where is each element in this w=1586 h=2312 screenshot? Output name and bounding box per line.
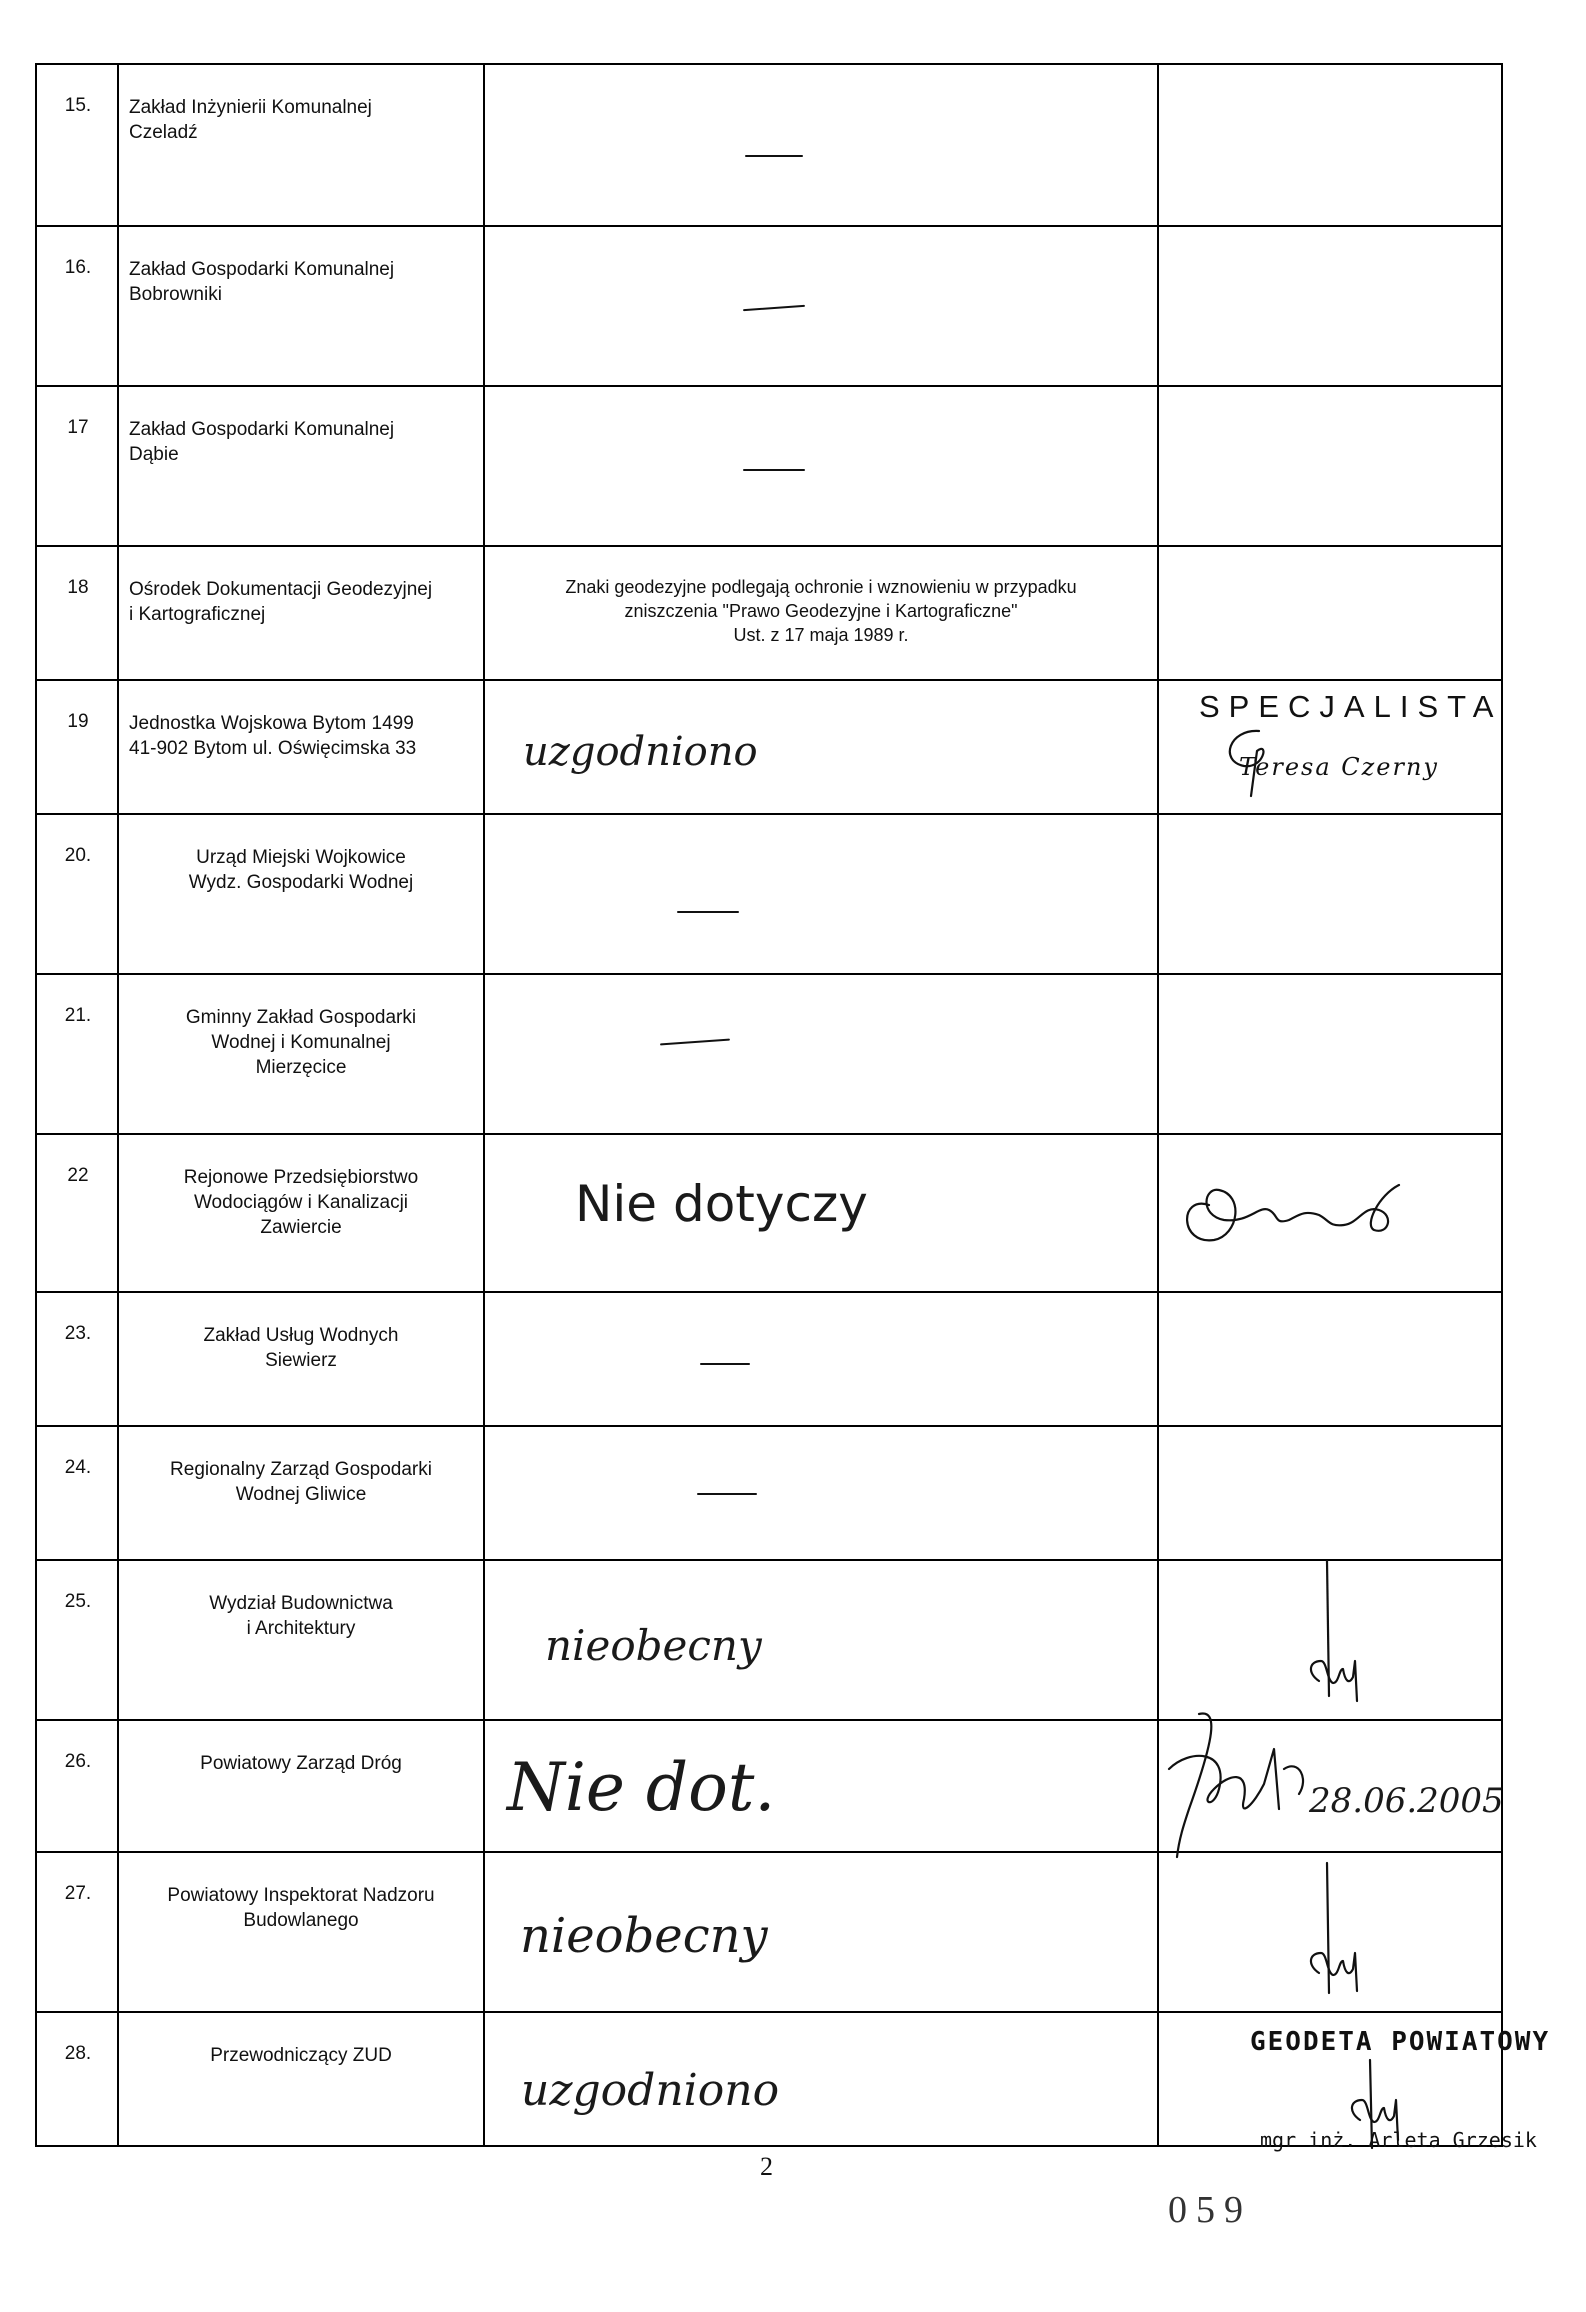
- signature-icon: [1199, 721, 1319, 801]
- row-number: 20.: [64, 845, 92, 866]
- table-row: [37, 1291, 1501, 1425]
- table-row: [37, 1559, 1501, 1719]
- row-number: 22: [67, 1165, 89, 1186]
- row-number: 24.: [64, 1457, 92, 1478]
- document-number: 059: [1168, 2189, 1252, 2231]
- row-number: 15.: [64, 95, 92, 116]
- table-row: [37, 1851, 1501, 2011]
- remark-dash: [745, 155, 803, 157]
- signature-icon: [1169, 1165, 1419, 1255]
- institution-name: Jednostka Wojskowa Bytom 1499 41-902 Bytom ul. Oświęcimska 33: [129, 713, 417, 759]
- table-row: [37, 679, 1501, 813]
- table-row: [37, 545, 1501, 679]
- row-number: 17: [67, 417, 89, 438]
- remark-dash: [743, 305, 805, 311]
- institution-name: Urząd Miejski Wojkowice Wydz. Gospodarki Wodnej: [188, 847, 414, 893]
- institution-name: Zakład Usług Wodnych Siewierz: [203, 1325, 399, 1371]
- table-row: [37, 65, 1501, 225]
- table-row: [37, 1425, 1501, 1559]
- institution-name: Gminny Zakład Gospodarki Wodnej i Komunalnej Mierzęcice: [185, 1007, 417, 1078]
- remark-dash: [677, 911, 739, 913]
- handwritten-remark: uzgodniono: [521, 2065, 780, 2116]
- geodeta-stamp-name: mgr inż. Arleta Grzesik: [1260, 2128, 1537, 2152]
- coordination-table: [35, 63, 1503, 2147]
- signature-date: 28.06.2005: [1309, 1781, 1504, 1821]
- remark-dash: [743, 469, 805, 471]
- table-row: [37, 1719, 1504, 1851]
- row-number: 25.: [64, 1591, 92, 1612]
- institution-name: Zakład Inżynierii Komunalnej Czeladź: [129, 97, 372, 143]
- row-number: 21.: [64, 1005, 92, 1026]
- remark-note: Znaki geodezyjne podlegają ochronie i wznowieniu w przypadku zniszczenia "Prawo Geodezyjne i Kartograficzne" Ust. z 17 maja 1989 r.: [565, 577, 1077, 645]
- institution-name: Zakład Gospodarki Komunalnej Bobrowniki: [129, 259, 395, 305]
- signature-icon: [1299, 1561, 1379, 1716]
- row-number: 27.: [64, 1883, 92, 1904]
- table-row: [37, 813, 1501, 973]
- handwritten-remark: nieobecny: [545, 1621, 762, 1670]
- table-row: [37, 225, 1501, 385]
- institution-name: Wydział Budownictwa i Architektury: [209, 1593, 393, 1639]
- table-row: [37, 973, 1501, 1133]
- specialist-stamp-title: SPECJALISTA: [1199, 689, 1503, 724]
- page-number: 2: [760, 2152, 773, 2181]
- row-number: 18: [67, 577, 89, 598]
- specialist-stamp-name: Teresa Czerny: [1239, 753, 1439, 781]
- table-row: [37, 1133, 1501, 1291]
- table-row: [37, 385, 1501, 545]
- row-number: 16.: [64, 257, 92, 278]
- signature-icon: [1299, 1863, 1379, 2003]
- remark-dash: [660, 1039, 730, 1046]
- row-number: 19: [67, 711, 89, 732]
- row-number: 28.: [64, 2043, 92, 2064]
- institution-name: Powiatowy Inspektorat Nadzoru Budowlanego: [167, 1885, 435, 1931]
- handwritten-remark: Nie dotyczy: [575, 1175, 868, 1233]
- handwritten-remark: nieobecny: [520, 1908, 768, 1964]
- institution-name: Rejonowe Przedsiębiorstwo Wodociągów i Kanalizacji Zawiercie: [183, 1167, 419, 1238]
- handwritten-remark: Nie dot.: [507, 1749, 776, 1826]
- row-number: 26.: [64, 1751, 92, 1772]
- remark-dash: [697, 1493, 757, 1495]
- handwritten-remark: uzgodniono: [523, 729, 758, 775]
- remark-dash: [700, 1363, 750, 1365]
- geodeta-stamp-title: GEODETA POWIATOWY: [1250, 2027, 1551, 2057]
- institution-name: Powiatowy Zarząd Dróg: [200, 1753, 402, 1774]
- institution-name: Ośrodek Dokumentacji Geodezyjnej i Kartograficznej: [129, 579, 433, 625]
- institution-name: Przewodniczący ZUD: [210, 2045, 392, 2066]
- row-number: 23.: [64, 1323, 92, 1344]
- institution-name: Zakład Gospodarki Komunalnej Dąbie: [129, 419, 395, 465]
- institution-name: Regionalny Zarząd Gospodarki Wodnej Gliwice: [170, 1459, 432, 1505]
